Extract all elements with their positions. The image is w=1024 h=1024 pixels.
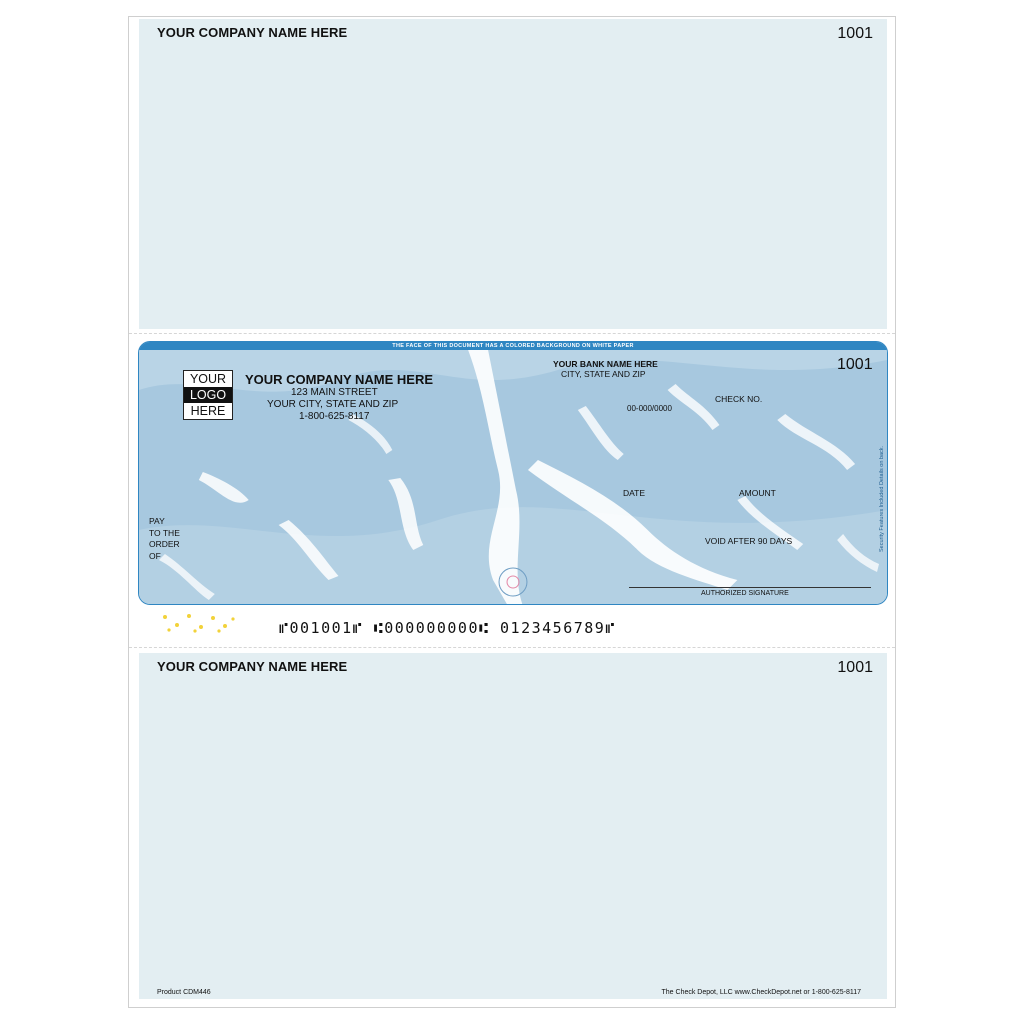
check-body	[138, 341, 888, 605]
company-address-1: 123 MAIN STREET	[291, 387, 378, 398]
date-label: DATE	[623, 488, 646, 498]
logo-line-1: YOUR	[189, 372, 227, 386]
logo-line-3: HERE	[190, 404, 226, 418]
check-banner: THE FACE OF THIS DOCUMENT HAS A COLORED BACKGROUND ON WHITE PAPER	[139, 342, 887, 350]
check-sheet	[128, 16, 896, 1008]
pay-label-line-4: OF	[149, 550, 161, 561]
bottom-stub	[139, 653, 887, 999]
micr-line: ⑈001001⑈ ⑆000000000⑆ 0123456789⑈	[279, 619, 616, 637]
logo-line-2: LOGO	[184, 387, 232, 403]
company-phone: 1-800-625-8117	[299, 411, 370, 422]
void-notice: VOID AFTER 90 DAYS	[705, 536, 793, 546]
bottom-stub-company: YOUR COMPANY NAME HERE	[157, 659, 348, 674]
bank-city: CITY, STATE AND ZIP	[561, 369, 646, 379]
top-stub-company: YOUR COMPANY NAME HERE	[157, 25, 348, 40]
marble-background	[139, 350, 887, 605]
security-features-text: Security Features Included Details on back.	[879, 445, 885, 552]
signature-line	[629, 587, 871, 588]
pay-to-label	[149, 516, 180, 562]
company-address-2: YOUR CITY, STATE AND ZIP	[267, 399, 399, 410]
top-stub	[139, 19, 887, 329]
pay-label-line-2: TO THE	[149, 527, 180, 538]
check-no-label: CHECK NO.	[715, 394, 763, 404]
check-company-name: YOUR COMPANY NAME HERE	[245, 372, 434, 387]
bottom-stub-number: 1001	[837, 659, 873, 676]
top-stub-number: 1001	[837, 25, 873, 42]
perforation-bottom	[129, 647, 895, 648]
amount-label: AMOUNT	[739, 488, 776, 498]
check-number: 1001	[837, 356, 873, 373]
bank-name: YOUR BANK NAME HERE	[553, 359, 658, 369]
logo-placeholder	[183, 370, 233, 420]
product-code: Product CDM446	[157, 989, 211, 996]
vendor-info: The Check Depot, LLC www.CheckDepot.net or 1-800-625-8117	[661, 989, 861, 996]
routing-fraction: 00-000/0000	[627, 404, 672, 413]
perforation-top	[129, 333, 895, 334]
pay-label-line-3: ORDER	[149, 539, 180, 549]
pay-label-line-1: PAY	[149, 516, 165, 526]
foil-stars-decoration	[159, 611, 239, 635]
signature-label: AUTHORIZED SIGNATURE	[701, 590, 789, 597]
